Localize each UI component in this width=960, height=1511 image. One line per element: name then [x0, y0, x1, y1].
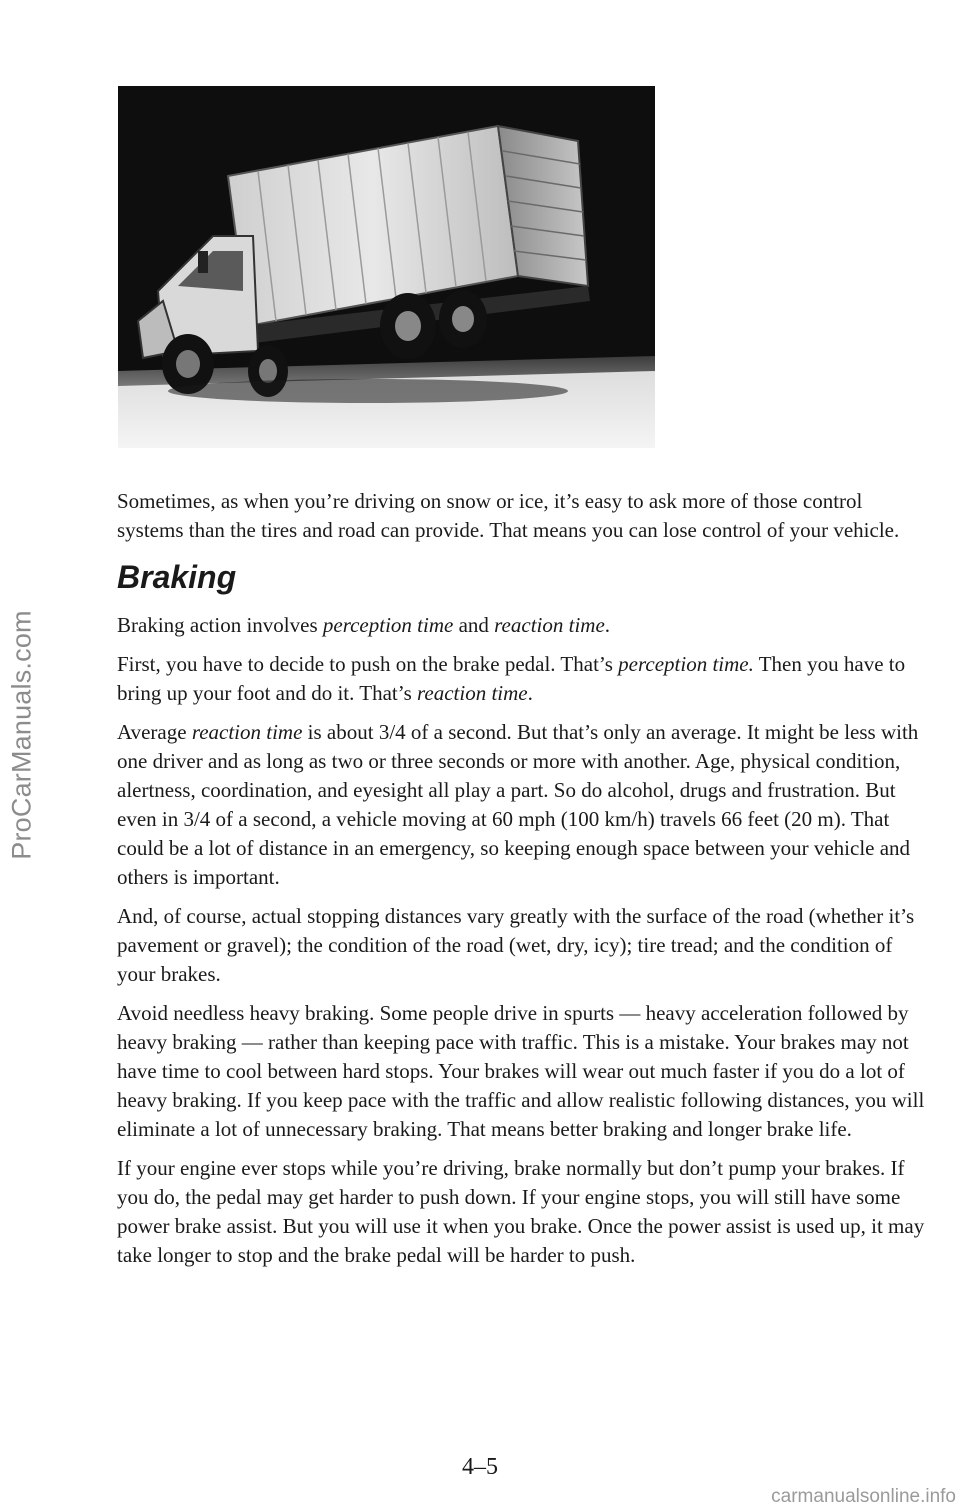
braking-paragraph-3: Average reaction time is about 3/4 of a second. But that’s only an average. It might be less with one driver and as long as two or three seconds or more with another. Age, physical condition, alertness, coordination, and eyesight all play a part. So do alcohol, drugs and frustration. But even in 3/4 of a second, a vehicle moving at 60 mph (100 km/h) travels 66 feet (20 m). That could be a lot of distance in an emergency, so keeping enough space between your vehicle and others is important. — [117, 720, 919, 889]
braking-paragraph-2: First, you have to decide to push on the brake pedal. That’s perception time. Then you have to bring up your foot and do it. That’s reaction time. — [117, 652, 906, 705]
box-truck-skidding-illustration — [118, 86, 655, 448]
side-watermark: ProCarManuals.com — [6, 610, 37, 860]
intro-paragraph: Sometimes, as when you’re driving on snow or ice, it’s easy to ask more of those control systems than the tires and road can provide. That means you can lose control of your vehicle. — [117, 489, 900, 542]
section-heading: Braking — [117, 559, 237, 595]
page-number: 4–5 — [462, 1454, 498, 1480]
braking-paragraph-5: Avoid needless heavy braking. Some people drive in spurts — heavy acceleration followed by heavy braking — rather than keeping pace with traffic. This is a mistake. Your brakes may not have time to cool between hard stops. Your brakes will wear out much faster if you do a lot of heavy braking. If you keep pace with the traffic and allow realistic following distances, you will eliminate a lot of unnecessary braking. That means better braking and longer brake life. — [117, 1001, 925, 1141]
braking-paragraph-1: Braking action involves perception time and reaction time. — [117, 613, 611, 637]
page-content — [117, 487, 927, 1280]
truck-illustration — [118, 86, 655, 448]
braking-paragraph-6: If your engine ever stops while you’re driving, brake normally but don’t pump your brakes. If you do, the pedal may get harder to push down. If your engine stops, you will still have some power brake assist. But you will use it when you brake. Once the power assist is used up, it may take longer to stop and the brake pedal will be harder to push. — [117, 1156, 925, 1267]
braking-paragraph-4: And, of course, actual stopping distances vary greatly with the surface of the road (whether it’s pavement or gravel); the condition of the road (wet, dry, icy); tire tread; and the condition of your brakes. — [117, 904, 915, 986]
footer-watermark: carmanualsonline.info — [771, 1486, 956, 1507]
